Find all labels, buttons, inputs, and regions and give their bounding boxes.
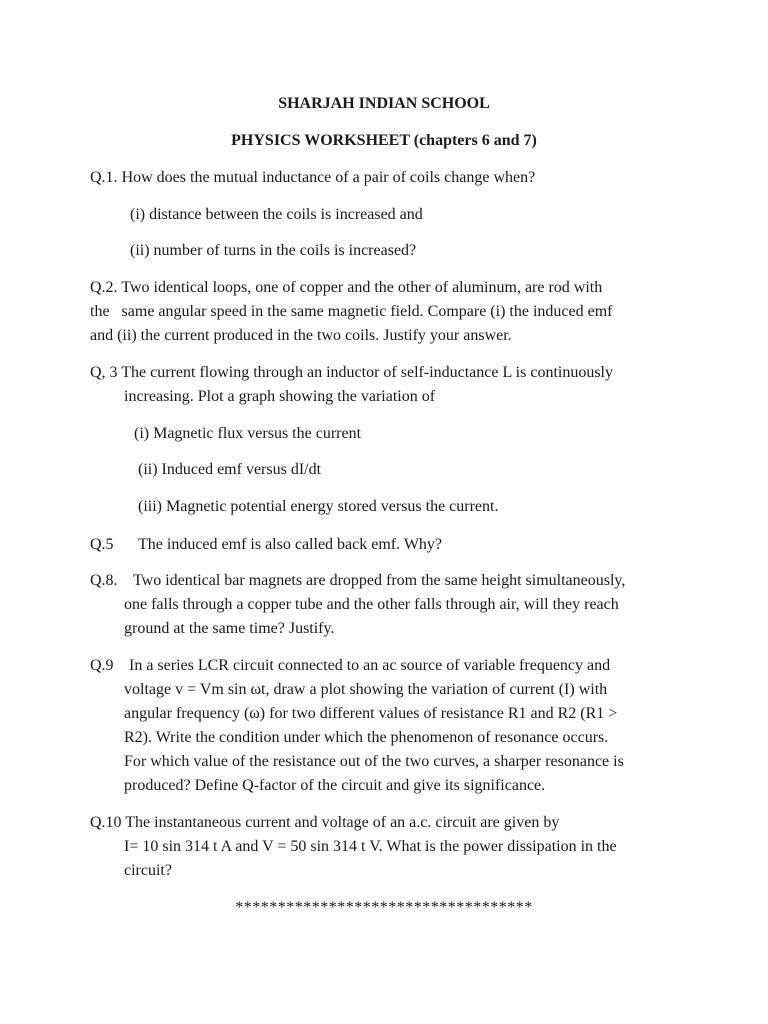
- footer-separator: ***********************************: [235, 899, 533, 916]
- question-10: [90, 813, 559, 833]
- question-8: [90, 571, 625, 591]
- question-9-line-5: For which value of the resistance out of the two curves, a sharper resonance is: [124, 753, 624, 770]
- question-1-text: How does the mutual inductance of a pair of coils change when?: [121, 169, 536, 186]
- question-5-text: The induced emf is also called back emf. Why?: [138, 536, 443, 553]
- question-10-label: Q.10: [90, 814, 122, 831]
- question-1: [90, 168, 535, 188]
- question-2-label: Q.2.: [90, 279, 118, 296]
- question-9-line-6: produced? Define Q-factor of the circuit and give its significance.: [124, 777, 546, 794]
- question-1-part-ii: (ii) number of turns in the coils is increased?: [130, 242, 417, 259]
- question-9: [90, 656, 610, 676]
- question-3-part-i: (i) Magnetic flux versus the current: [134, 425, 362, 442]
- question-10-line-3: circuit?: [124, 862, 172, 879]
- school-name: SHARJAH INDIAN SCHOOL: [278, 95, 490, 112]
- question-8-line-1: Two identical bar magnets are dropped from the same height simultaneously,: [133, 572, 626, 589]
- question-3-line-1: The current flowing through an inductor of self-inductance L is continuously: [121, 364, 613, 381]
- question-9-line-4: R2). Write the condition under which the phenomenon of resonance occurs.: [124, 729, 609, 746]
- question-8-label: Q.8.: [90, 572, 118, 589]
- question-5: [90, 535, 442, 555]
- question-1-label: Q.1.: [90, 169, 118, 186]
- question-3-part-ii: (ii) Induced emf versus dI/dt: [138, 461, 322, 478]
- question-9-line-1: In a series LCR circuit connected to an ac source of variable frequency and: [129, 657, 611, 674]
- question-3-label: Q, 3: [90, 364, 118, 381]
- question-5-label: Q.5: [90, 536, 114, 553]
- question-10-line-1: The instantaneous current and voltage of an a.c. circuit are given by: [125, 814, 560, 831]
- question-1-part-i: (i) distance between the coils is increased and: [130, 206, 423, 223]
- question-3-part-iii: (iii) Magnetic potential energy stored versus the current.: [138, 498, 499, 515]
- question-8-line-2: one falls through a copper tube and the other falls through air, will they reach: [124, 596, 619, 613]
- question-10-line-2: I= 10 sin 314 t A and V = 50 sin 314 t V. What is the power dissipation in the: [124, 838, 617, 855]
- question-3: [90, 363, 613, 383]
- question-3-line-2: increasing. Plot a graph showing the variation of: [124, 388, 436, 405]
- question-8-line-3: ground at the same time? Justify.: [124, 620, 335, 637]
- question-2: [90, 278, 602, 298]
- question-9-line-3: angular frequency (ω) for two different values of resistance R1 and R2 (R1 >: [124, 705, 618, 722]
- question-9-line-2: voltage v = Vm sin ωt, draw a plot showing the variation of current (I) with: [124, 681, 608, 698]
- question-2-line-1: Two identical loops, one of copper and the other of aluminum, are rod with: [121, 279, 603, 296]
- question-2-line-2: the same angular speed in the same magnetic field. Compare (i) the induced emf: [90, 303, 613, 320]
- question-2-line-3: and (ii) the current produced in the two coils. Justify your answer.: [90, 327, 512, 344]
- question-9-label: Q.9: [90, 657, 114, 674]
- worksheet-title: PHYSICS WORKSHEET (chapters 6 and 7): [231, 132, 537, 149]
